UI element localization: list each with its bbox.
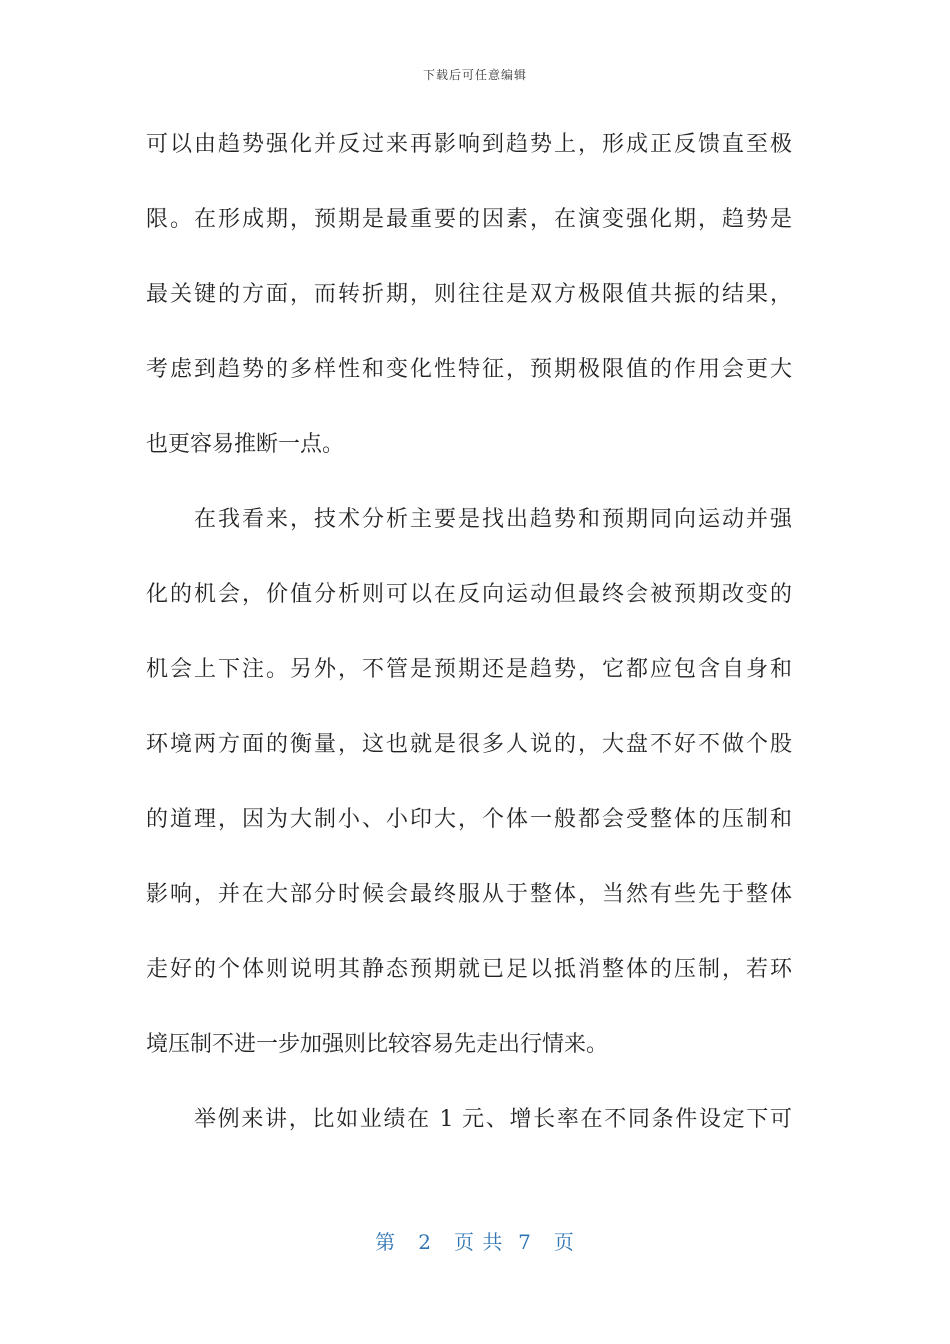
text-line: 也更容易推断一点。 [146, 432, 345, 457]
page-header: 下载后可任意编辑 [422, 68, 527, 82]
text-line: 限。在形成期，预期是最重要的因素，在演变强化期，趋势是 [146, 207, 792, 232]
text-line: 走好的个体则说明其静态预期就已足以抵消整体的压制，若环 [146, 957, 792, 982]
text-line: 机会上下注。另外，不管是预期还是趋势，它都应包含自身和 [146, 657, 792, 682]
text-line: 举例来讲，比如业绩在 1 元、增长率在不同条件设定下可 [194, 1107, 792, 1132]
document-body [146, 127, 792, 1177]
text-line: 在我看来，技术分析主要是找出趋势和预期同向运动并强 [194, 507, 792, 532]
text-line: 化的机会，价值分析则可以在反向运动但最终会被预期改变的 [146, 582, 792, 607]
text-line: 境压制不进一步加强则比较容易先走出行情来。 [146, 1032, 609, 1057]
text-line: 考虑到趋势的多样性和变化性特征，预期极限值的作用会更大 [146, 357, 792, 382]
text-line: 影响，并在大部分时候会最终服从于整体，当然有些先于整体 [146, 882, 792, 907]
text-line: 的道理，因为大制小、小印大，个体一般都会受整体的压制和 [146, 807, 792, 832]
text-line: 可以由趋势强化并反过来再影响到趋势上，形成正反馈直至极 [146, 132, 792, 157]
page-footer: 第 2 页 共 7 页 [375, 1230, 575, 1254]
text-line: 最关键的方面，而转折期，则往往是双方极限值共振的结果， [146, 282, 792, 307]
text-line: 环境两方面的衡量，这也就是很多人说的，大盘不好不做个股 [146, 732, 792, 757]
